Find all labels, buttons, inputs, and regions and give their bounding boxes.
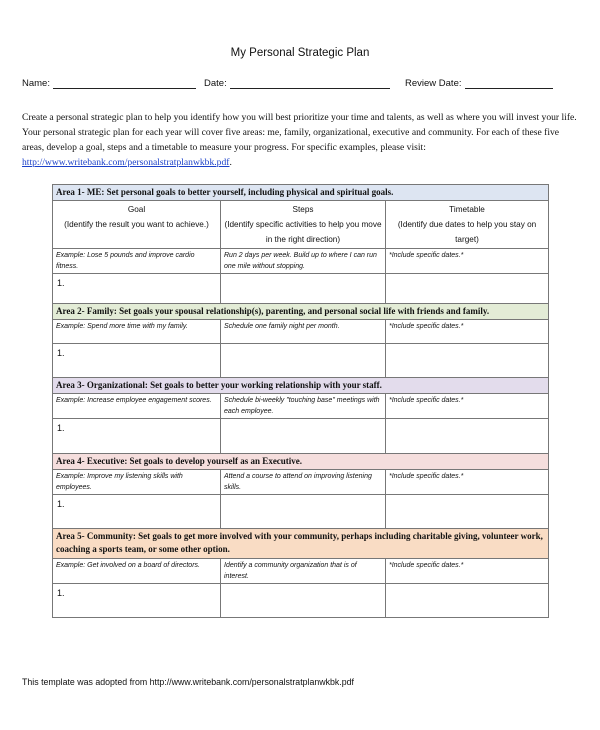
area-5-time-example: *Include specific dates.* [386, 559, 549, 584]
date-label: Date: [204, 78, 227, 89]
area-1-steps-entry[interactable] [221, 274, 386, 304]
area-5-goal-entry[interactable]: 1. [53, 584, 221, 618]
date-field[interactable] [204, 78, 390, 89]
area-5-time-entry[interactable] [386, 584, 549, 618]
area-1-steps-example: Run 2 days per week. Build up to where I can run one mile without stopping. [221, 249, 386, 274]
area-1-goal-example: Example: Lose 5 pounds and improve cardio fitness. [53, 249, 221, 274]
name-label: Name: [22, 78, 50, 89]
goal-header [53, 201, 221, 249]
steps-header [221, 201, 386, 249]
steps-header-sub: (Identify specific activities to help you move in the right direction) [224, 220, 382, 244]
review-date-field[interactable] [405, 78, 553, 89]
intro-text: Create a personal strategic plan to help you identify how you will best prioritize your time and talents, as well as where you will invest your life. Your personal strategic plan for each year will cover five areas: me, family, organizational, executive and community. For each of these five areas, develop a goal, steps and a timetable to measure your progress. For specific examples, please visit: [22, 112, 577, 153]
intro-paragraph [22, 110, 580, 170]
area-4-goal-example: Example: Improve my listening skills with employees. [53, 470, 221, 495]
area-3-steps-example: Schedule bi-weekly "touching base" meetings with each employee. [221, 394, 386, 419]
area-5-heading: Area 5- Community: Set goals to get more involved with your community, perhaps including charitable giving, volunteer work, coaching a sports team, or some other option. [53, 529, 549, 559]
review-date-label: Review Date: [405, 78, 462, 89]
goal-header-sub: (Identify the result you want to achieve.) [64, 220, 209, 229]
timetable-header [386, 201, 549, 249]
area-4-steps-example: Attend a course to attend on improving listening skills. [221, 470, 386, 495]
area-1-heading: Area 1- ME: Set personal goals to better yourself, including physical and spiritual goals. [53, 185, 549, 201]
area-1-time-example: *Include specific dates.* [386, 249, 549, 274]
page-title: My Personal Strategic Plan [230, 47, 370, 59]
area-5-steps-entry[interactable] [221, 584, 386, 618]
area-1-time-entry[interactable] [386, 274, 549, 304]
area-3-goal-entry[interactable]: 1. [53, 419, 221, 454]
timetable-header-sub: (Identify due dates to help you stay on target) [397, 220, 537, 244]
strategic-plan-table [52, 184, 549, 618]
area-2-steps-example: Schedule one family night per month. [221, 320, 386, 344]
area-2-heading: Area 2- Family: Set goals your spousal relationship(s), parenting, and personal social life with friends and family. [53, 304, 549, 320]
footer-note: This template was adopted from http://www.writebank.com/personalstratplanwkbk.pdf [22, 677, 354, 687]
steps-header-title: Steps [292, 205, 314, 214]
area-3-heading: Area 3- Organizational: Set goals to better your working relationship with your staff. [53, 378, 549, 394]
area-3-goal-example: Example: Increase employee engagement scores. [53, 394, 221, 419]
area-3-time-entry[interactable] [386, 419, 549, 454]
goal-header-title: Goal [127, 205, 146, 214]
area-1-goal-entry[interactable]: 1. [53, 274, 221, 304]
header-fields [22, 78, 578, 92]
area-3-time-example: *Include specific dates.* [386, 394, 549, 419]
area-3-steps-entry[interactable] [221, 419, 386, 454]
area-5-goal-example: Example: Get involved on a board of directors. [53, 559, 221, 584]
area-2-steps-entry[interactable] [221, 344, 386, 378]
date-line [230, 78, 390, 89]
area-5-steps-example: Identify a community organization that is of interest. [221, 559, 386, 584]
area-4-goal-entry[interactable]: 1. [53, 495, 221, 529]
review-date-line [465, 78, 553, 89]
timetable-header-title: Timetable [449, 205, 485, 214]
name-line [53, 78, 196, 89]
area-4-heading: Area 4- Executive: Set goals to develop yourself as an Executive. [53, 454, 549, 470]
intro-link[interactable]: http://www.writebank.com/personalstratplanwkbk.pdf [22, 157, 230, 168]
area-4-time-entry[interactable] [386, 495, 549, 529]
area-2-time-example: *Include specific dates.* [386, 320, 549, 344]
name-field[interactable] [22, 78, 196, 89]
intro-end: . [229, 157, 232, 168]
area-2-time-entry[interactable] [386, 344, 549, 378]
area-2-goal-entry[interactable]: 1. [53, 344, 221, 378]
area-2-goal-example: Example: Spend more time with my family. [53, 320, 221, 344]
area-4-steps-entry[interactable] [221, 495, 386, 529]
area-4-time-example: *Include specific dates.* [386, 470, 549, 495]
